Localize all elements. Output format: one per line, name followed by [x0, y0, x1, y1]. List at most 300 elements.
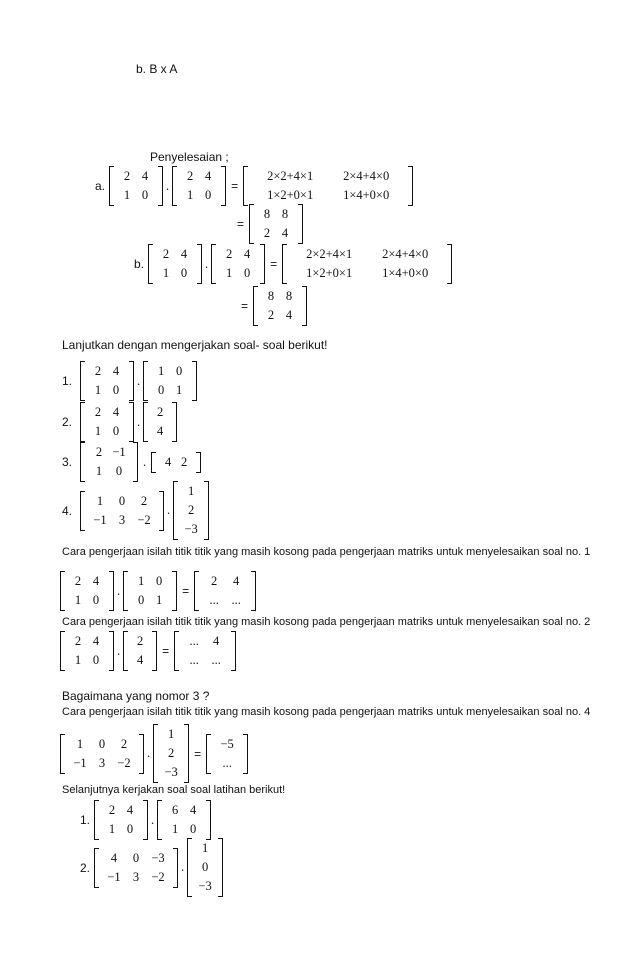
example-b-expanded	[282, 244, 452, 284]
matrix-body	[177, 166, 221, 206]
matrix-cell: ...	[231, 593, 241, 607]
matrix-row	[196, 839, 214, 858]
matrix-cell: 2	[95, 445, 103, 459]
matrix-row	[103, 849, 169, 868]
matrix-cell: 1×2+0×1	[267, 188, 314, 202]
dot-operator: .	[147, 746, 151, 760]
matrix-cell: −3	[198, 879, 212, 893]
fill-4-result	[206, 734, 248, 774]
equals-sign: =	[194, 746, 202, 761]
fill-2-matrix-1	[60, 631, 114, 671]
example-a-expanded	[243, 166, 413, 206]
matrix-body	[85, 442, 133, 482]
dot-operator: .	[151, 812, 155, 827]
matrix-row	[166, 801, 202, 820]
matrix-row	[69, 632, 105, 651]
matrix-body	[153, 244, 197, 284]
matrix-cell: 8	[267, 289, 275, 303]
matrix-right-bracket	[260, 244, 265, 284]
exercise-1-matrix-2	[157, 800, 211, 840]
matrix-cell: −5	[220, 736, 234, 751]
matrix-row	[220, 264, 256, 283]
matrix-cell: 1	[96, 493, 104, 508]
matrix-cell: 1	[108, 822, 116, 836]
matrix-cell: 0	[156, 574, 163, 588]
question-1-label: 1.	[62, 374, 73, 388]
equals-sign: =	[182, 584, 190, 598]
matrix-cell: 1	[94, 424, 102, 438]
matrix-row	[69, 735, 135, 754]
question-4-matrix-2	[173, 481, 209, 540]
matrix-row	[183, 651, 227, 670]
matrix-cell: 4	[126, 803, 134, 817]
matrix-cell: −3	[184, 522, 198, 536]
dot-operator: .	[137, 414, 141, 429]
matrix-cell: 1×4+0×0	[382, 266, 429, 280]
matrix-body	[248, 166, 408, 206]
matrix-cell: 2	[157, 405, 164, 419]
matrix-row	[89, 362, 125, 381]
fill-2-result	[174, 631, 236, 671]
matrix-row	[182, 482, 200, 501]
matrix-row	[103, 801, 139, 820]
question-3-matrix-2	[151, 452, 201, 473]
question-2-matrix-1	[80, 402, 134, 442]
matrix-right-bracket	[231, 631, 236, 671]
matrix-body	[65, 571, 109, 611]
matrix-row	[182, 520, 200, 539]
matrix-cell: 1	[156, 593, 163, 607]
matrix-cell: 4	[213, 634, 220, 648]
matrix-row	[118, 186, 154, 205]
matrix-cell: 2	[168, 746, 175, 760]
matrix-right-bracket	[143, 800, 148, 840]
matrix-row	[181, 167, 217, 186]
example-a	[95, 166, 413, 206]
example-b-matrix-2	[211, 244, 265, 284]
fill-4-matrix-2	[153, 724, 189, 783]
matrix-cell: 3	[118, 512, 126, 527]
matrix-row	[262, 306, 298, 325]
matrix-cell: 2	[226, 247, 233, 261]
fill-1	[60, 571, 256, 611]
matrix-row	[69, 651, 105, 670]
matrix-row	[258, 205, 294, 224]
matrix-right-bracket	[221, 166, 226, 206]
matrix-right-bracket	[109, 571, 114, 611]
exercise-2	[80, 838, 223, 897]
matrix-cell: 0	[176, 364, 183, 378]
matrix-cell: 0	[126, 822, 134, 836]
matrix-row	[291, 264, 443, 283]
matrix-right-bracket	[139, 734, 144, 774]
matrix-cell: 2	[188, 503, 195, 517]
matrix-body	[114, 166, 158, 206]
matrix-cell: 3	[132, 869, 140, 884]
matrix-row	[203, 591, 247, 610]
matrix-row	[89, 462, 129, 481]
matrix-cell: 2	[94, 405, 102, 419]
matrix-cell: 1	[123, 188, 131, 202]
exercise-2-label: 2.	[80, 860, 91, 875]
matrix-right-bracket	[129, 361, 134, 401]
matrix-cell: 8	[285, 289, 293, 303]
matrix-body	[128, 631, 152, 671]
matrix-cell: 4	[165, 454, 172, 469]
matrix-row	[132, 572, 168, 591]
instruction-no-1: Cara pengerjaan isilah titik titik yang masih kosong pada pengerjaan matriks untuk menyelesaikan soal no. 1	[62, 546, 591, 558]
matrix-right-bracket	[204, 481, 209, 540]
matrix-body	[85, 491, 159, 531]
example-a-result-row	[232, 204, 303, 244]
matrix-right-bracket	[172, 402, 177, 442]
matrix-row	[196, 858, 214, 877]
matrix-cell: 4	[233, 574, 240, 588]
matrix-right-bracket	[298, 204, 303, 244]
example-a-result	[249, 204, 303, 244]
question-3-matrix-1	[80, 442, 138, 482]
matrix-cell: 2	[123, 169, 131, 183]
matrix-right-bracket	[243, 734, 248, 774]
matrix-body	[178, 481, 204, 540]
matrix-cell: −1	[73, 755, 87, 770]
question-2-matrix-2	[143, 402, 177, 442]
matrix-row	[89, 381, 125, 400]
question-2-label: 2.	[62, 415, 73, 429]
matrix-row	[166, 820, 202, 839]
matrix-row	[196, 877, 214, 896]
fill-2	[60, 631, 236, 671]
dot-operator: .	[137, 373, 141, 388]
matrix-cell: 0	[112, 424, 120, 438]
matrix-body	[148, 402, 172, 442]
matrix-body	[162, 800, 206, 840]
matrix-right-bracket	[159, 491, 164, 531]
matrix-cell: 0	[138, 593, 145, 607]
exercise-1-label: 1.	[80, 813, 91, 827]
question-4	[62, 481, 209, 540]
fill-1-matrix-1	[60, 571, 114, 611]
example-b-result-row	[236, 286, 307, 326]
matrix-cell: 0	[180, 266, 188, 280]
matrix-cell: 8	[281, 207, 289, 221]
fill-1-matrix-2	[123, 571, 177, 611]
matrix-cell: 1	[95, 464, 103, 478]
matrix-cell: 1	[202, 841, 209, 855]
matrix-cell: 0	[244, 266, 251, 280]
matrix-cell: 0	[132, 850, 140, 865]
matrix-row	[103, 820, 139, 839]
matrix-cell: 2	[137, 634, 144, 648]
matrix-cell: 4	[205, 169, 212, 183]
matrix-right-bracket	[109, 631, 114, 671]
matrix-cell: 2	[74, 574, 82, 588]
matrix-cell: 1	[188, 484, 195, 498]
matrix-body	[156, 452, 196, 473]
matrix-cell: 2	[74, 634, 82, 648]
matrix-row	[162, 725, 180, 744]
question-1-matrix-2	[143, 361, 197, 401]
matrix-cell: 0	[190, 822, 197, 836]
example-b-matrix-1	[148, 244, 202, 284]
matrix-cell: 4	[137, 653, 144, 667]
matrix-cell: 4	[112, 405, 120, 419]
matrix-cell: 0	[141, 188, 149, 202]
matrix-row	[162, 763, 180, 782]
matrix-row	[132, 632, 148, 651]
matrix-cell: −2	[137, 512, 151, 527]
matrix-row	[69, 754, 135, 773]
exercise-1-matrix-1	[94, 800, 148, 840]
matrix-cell: 0	[98, 736, 106, 751]
equals-sign: =	[162, 644, 170, 658]
matrix-right-bracket	[302, 286, 307, 326]
matrix-cell: 4	[244, 247, 251, 261]
instruction-no-2: Cara pengerjaan isilah titik titik yang masih kosong pada pengerjaan matriks untuk menyelesaikan soal no. 2	[62, 616, 591, 628]
matrix-cell: 2	[187, 169, 194, 183]
matrix-body	[216, 244, 260, 284]
matrix-cell: 0	[112, 383, 120, 397]
matrix-cell: 2	[162, 247, 170, 261]
matrix-row	[215, 754, 239, 773]
matrix-body	[85, 361, 129, 401]
matrix-cell: 1×4+0×0	[343, 188, 390, 202]
matrix-cell: 1	[76, 736, 84, 751]
matrix-cell: 4	[281, 226, 289, 240]
matrix-cell: 2×4+4×0	[382, 247, 429, 261]
question-2	[62, 402, 177, 442]
matrix-cell: 1	[94, 383, 102, 397]
matrix-cell: −2	[117, 755, 131, 770]
matrix-cell: 2×2+4×1	[306, 247, 353, 261]
matrix-cell: −1	[112, 445, 126, 459]
matrix-cell: 4	[110, 850, 118, 865]
matrix-right-bracket	[408, 166, 413, 206]
matrix-row	[152, 403, 168, 422]
matrix-row	[89, 492, 155, 511]
matrix-body	[99, 800, 143, 840]
part-b-heading: b. B x A	[136, 62, 178, 76]
example-a-label: a.	[95, 179, 106, 193]
dot-operator: .	[167, 503, 171, 517]
matrix-row	[183, 632, 227, 651]
matrix-cell: 4	[285, 308, 293, 322]
matrix-cell: 2	[267, 308, 275, 322]
equals-sign: =	[241, 299, 249, 313]
matrix-row	[157, 245, 193, 264]
matrix-row	[103, 868, 169, 887]
matrix-row	[132, 591, 168, 610]
matrix-row	[152, 422, 168, 441]
matrix-cell: 1×2+0×1	[306, 266, 353, 280]
fill-1-result	[194, 571, 256, 611]
matrix-body	[128, 571, 172, 611]
question-3-label: 3.	[62, 455, 73, 469]
dot-operator: .	[117, 583, 121, 598]
matrix-cell: 4	[190, 803, 197, 817]
matrix-cell: 1	[226, 266, 233, 280]
matrix-right-bracket	[133, 442, 138, 482]
example-a-matrix-1	[109, 166, 163, 206]
matrix-cell: 1	[168, 727, 175, 741]
matrix-cell: 1	[74, 653, 82, 667]
next-exercises-instruction: Selanjutnya kerjakan soal soal latihan berikut!	[62, 784, 286, 796]
matrix-cell: 4	[92, 634, 100, 648]
dot-operator: .	[205, 256, 209, 271]
matrix-cell: 8	[263, 207, 271, 221]
matrix-cell: 1	[176, 383, 183, 397]
dot-operator: .	[181, 860, 185, 874]
fill-2-matrix-2	[123, 631, 157, 671]
dot-operator: .	[143, 454, 147, 469]
matrix-body	[65, 734, 139, 774]
matrix-row	[89, 511, 155, 530]
matrix-row	[203, 572, 247, 591]
matrix-row	[152, 362, 188, 381]
matrix-cell: ...	[209, 593, 219, 607]
matrix-row	[132, 651, 148, 670]
matrix-cell: −1	[93, 512, 107, 527]
matrix-row	[181, 186, 217, 205]
matrix-cell: 0	[158, 383, 165, 397]
fill-4-matrix-1	[60, 734, 144, 774]
matrix-body	[85, 402, 129, 442]
matrix-row	[118, 167, 154, 186]
question-4-matrix-1	[80, 491, 164, 531]
matrix-right-bracket	[192, 361, 197, 401]
matrix-row	[258, 224, 294, 243]
question-3-prompt: Bagaimana yang nomor 3 ?	[62, 689, 210, 703]
example-b	[134, 244, 452, 284]
matrix-cell: 4	[112, 364, 120, 378]
matrix-cell: 2	[94, 364, 102, 378]
matrix-cell: 0	[92, 593, 100, 607]
matrix-cell: 4	[157, 424, 164, 438]
matrix-cell: 4	[141, 169, 149, 183]
matrix-row	[252, 167, 404, 186]
matrix-body	[258, 286, 302, 326]
matrix-cell: 1	[158, 364, 165, 378]
matrix-row	[69, 572, 105, 591]
matrix-body	[65, 631, 109, 671]
matrix-cell: −3	[164, 765, 178, 779]
equals-sign: =	[237, 217, 245, 231]
matrix-row	[89, 403, 125, 422]
dot-operator: .	[166, 178, 170, 193]
matrix-right-bracket	[196, 452, 201, 473]
matrix-row	[215, 735, 239, 754]
matrix-cell: 0	[115, 464, 123, 478]
matrix-right-bracket	[251, 571, 256, 611]
matrix-body	[287, 244, 447, 284]
exercise-1	[80, 800, 211, 840]
matrix-cell: 4	[180, 247, 188, 261]
matrix-body	[99, 848, 173, 888]
matrix-row	[69, 591, 105, 610]
question-1-matrix-1	[80, 361, 134, 401]
matrix-row	[160, 453, 192, 472]
matrix-right-bracket	[152, 631, 157, 671]
matrix-cell: 1	[138, 574, 145, 588]
matrix-cell: 3	[98, 755, 106, 770]
matrix-row	[220, 245, 256, 264]
matrix-body	[148, 361, 192, 401]
matrix-cell: 1	[187, 188, 194, 202]
matrix-cell: 1	[162, 266, 170, 280]
matrix-right-bracket	[129, 402, 134, 442]
matrix-body	[158, 724, 184, 783]
equals-sign: =	[270, 257, 278, 271]
matrix-right-bracket	[218, 838, 223, 897]
example-b-label: b.	[134, 257, 145, 271]
matrix-cell: 2	[120, 736, 128, 751]
matrix-row	[262, 287, 298, 306]
matrix-right-bracket	[173, 848, 178, 888]
matrix-cell: 2	[263, 226, 271, 240]
matrix-cell: 0	[202, 860, 209, 874]
matrix-body	[211, 734, 243, 774]
matrix-cell: ...	[211, 653, 221, 667]
matrix-cell: 2×2+4×1	[267, 169, 314, 183]
matrix-cell: ...	[222, 755, 232, 770]
matrix-cell: −1	[107, 869, 121, 884]
matrix-right-bracket	[447, 244, 452, 284]
matrix-row	[157, 264, 193, 283]
dot-operator: .	[117, 643, 121, 658]
question-4-label: 4.	[62, 503, 73, 518]
matrix-cell: 6	[172, 803, 179, 817]
matrix-row	[252, 186, 404, 205]
matrix-cell: 1	[172, 822, 179, 836]
instruction-no-4: Cara pengerjaan isilah titik titik yang masih kosong pada pengerjaan matriks untuk menyelesaikan soal no. 4	[62, 706, 591, 718]
matrix-row	[162, 744, 180, 763]
matrix-row	[89, 422, 125, 441]
matrix-right-bracket	[184, 724, 189, 783]
exercise-2-matrix-2	[187, 838, 223, 897]
matrix-body	[254, 204, 298, 244]
continue-instruction: Lanjutkan dengan mengerjakan soal- soal berikut!	[62, 338, 328, 352]
matrix-body	[192, 838, 218, 897]
matrix-cell: 1	[74, 593, 82, 607]
matrix-cell: −2	[151, 869, 165, 884]
example-b-result	[253, 286, 307, 326]
matrix-cell: 0	[205, 188, 212, 202]
matrix-cell: 2	[211, 574, 218, 588]
matrix-right-bracket	[172, 571, 177, 611]
matrix-right-bracket	[158, 166, 163, 206]
equals-sign: =	[231, 179, 239, 193]
example-a-matrix-2	[172, 166, 226, 206]
question-1	[62, 361, 197, 401]
matrix-body	[199, 571, 251, 611]
matrix-row	[182, 501, 200, 520]
matrix-cell: 2	[140, 493, 148, 508]
matrix-cell: 2	[108, 803, 116, 817]
matrix-row	[152, 381, 188, 400]
matrix-cell: 0	[118, 493, 126, 508]
fill-4	[60, 724, 248, 783]
matrix-cell: −3	[151, 850, 165, 865]
matrix-cell: 0	[92, 653, 100, 667]
matrix-row	[89, 443, 129, 462]
matrix-body	[179, 631, 231, 671]
matrix-right-bracket	[197, 244, 202, 284]
matrix-cell: 2×4+4×0	[343, 169, 390, 183]
matrix-cell: 2	[181, 454, 188, 469]
matrix-cell: ...	[189, 653, 199, 667]
matrix-cell: 4	[92, 574, 100, 588]
solution-heading: Penyelesaian ;	[150, 150, 229, 164]
